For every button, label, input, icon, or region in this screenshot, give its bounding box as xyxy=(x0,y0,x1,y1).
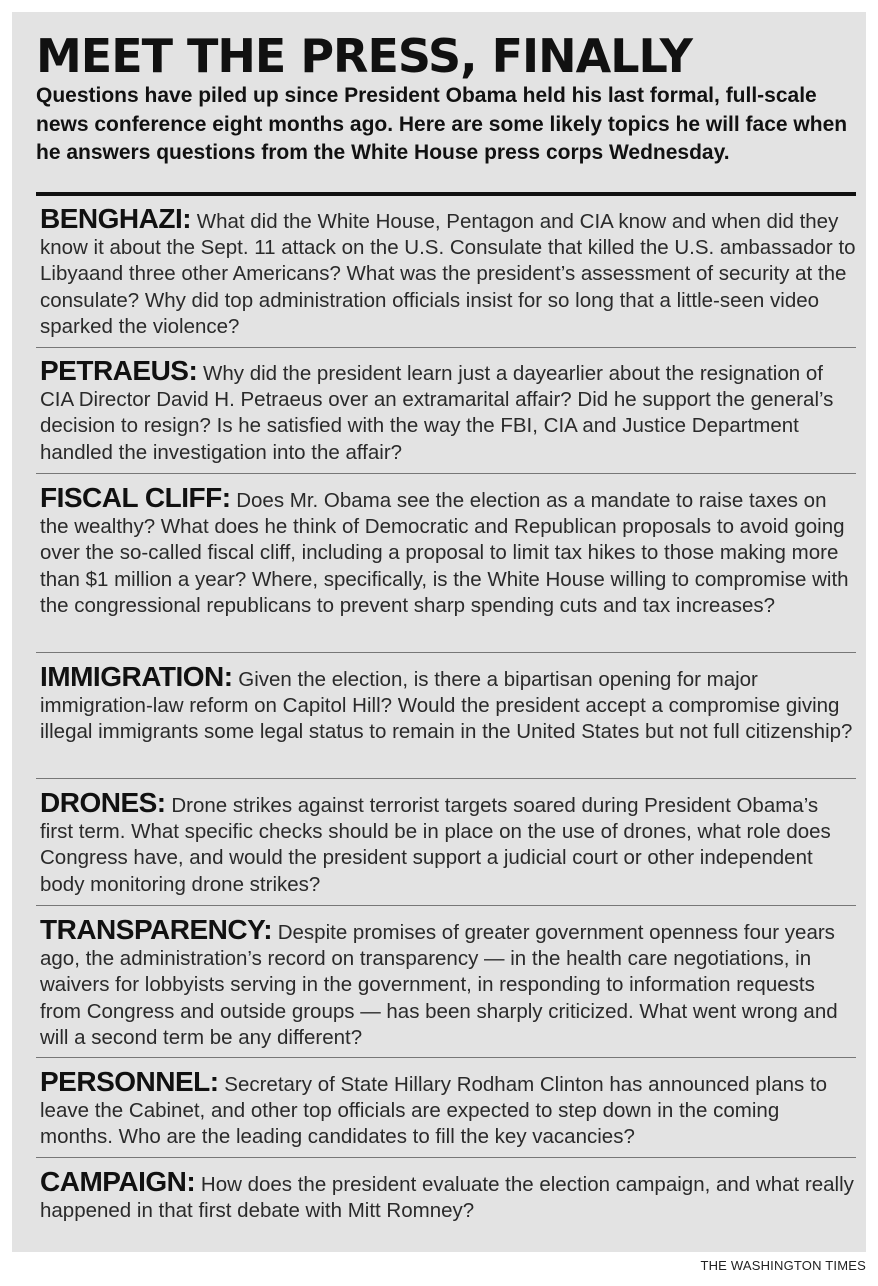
topic-text: Despite promises of greater government openness four years ago, the administration’s record on transparency — in the health care negotiations, in waivers for lobbyists serving in the government, in responding to information requests from Congress and outside groups — has been sharply criticized. What went wrong and will a second term be any different? xyxy=(40,921,838,1049)
divider xyxy=(36,652,856,653)
topic-text: Secretary of State Hillary Rodham Clinton has announced plans to leave the Cabinet, and other top officials are expected to step down in the coming months. Who are the leading candidates to fill the key vacancies? xyxy=(40,1073,828,1149)
divider xyxy=(36,1157,856,1158)
topic-immigration xyxy=(40,661,856,746)
topic-heading: BENGHAZI: xyxy=(40,203,192,234)
topic-heading: PERSONNEL: xyxy=(40,1066,219,1097)
infographic-panel xyxy=(12,12,866,1252)
divider xyxy=(36,473,856,474)
intro-text: Questions have piled up since President Obama held his last formal, full-scale news conference eight months ago. Here are some likely topics he will face when he answers questions from the White House press corps Wednesday. xyxy=(36,84,848,164)
divider xyxy=(36,347,856,348)
topic-heading: FISCAL CLIFF: xyxy=(40,482,231,513)
topic-text: Does Mr. Obama see the election as a mandate to raise taxes on the wealthy? What does he think of Democratic and Republican proposals to avoid going over the so-called fiscal cliff, including a proposal to limit tax hikes to those making more than $1 million a year? Where, specifically, is the White House willing to compromise with the congressional republicans to prevent sharp spending cuts and tax increases? xyxy=(40,489,849,617)
topic-personnel xyxy=(40,1066,856,1151)
topic-heading: TRANSPARENCY: xyxy=(40,914,273,945)
divider xyxy=(36,905,856,906)
topic-text: Drone strikes against terrorist targets soared during President Obama’s first term. What specific checks should be in place on the use of drones, what role does Congress have, and would the president support a judicial court or other independent body monitoring drone strikes? xyxy=(40,794,831,896)
topic-text: How does the president evaluate the election campaign, and what really happened in that first debate with Mitt Romney? xyxy=(40,1173,854,1223)
page-title: MEET THE PRESS, FINALLY xyxy=(36,29,692,83)
topic-benghazi xyxy=(40,203,856,340)
topic-campaign xyxy=(40,1166,856,1224)
topic-heading: CAMPAIGN: xyxy=(40,1166,196,1197)
source-credit: THE WASHINGTON TIMES xyxy=(700,1258,866,1273)
topic-heading: PETRAEUS: xyxy=(40,355,198,386)
divider xyxy=(36,1057,856,1058)
topic-heading: DRONES: xyxy=(40,787,166,818)
topic-text: Given the election, is there a bipartisan opening for major immigration-law reform on Capitol Hill? Would the president accept a compromise giving illegal immigrants some legal status to remain in the United States but not full citizenship? xyxy=(40,668,853,744)
topic-drones xyxy=(40,787,856,898)
topic-petraeus xyxy=(40,355,856,466)
topic-transparency xyxy=(40,914,856,1051)
title-divider xyxy=(36,192,856,196)
topic-heading: IMMIGRATION: xyxy=(40,661,233,692)
divider xyxy=(36,778,856,779)
topic-text: Why did the president learn just a dayearlier about the resignation of CIA Director David H. Petraeus over an extramarital affair? Did he support the general’s decision to resign? Is he satisfied with the way the FBI, CIA and Justice Department handled the investigation into the affair? xyxy=(40,362,834,464)
topic-text: What did the White House, Pentagon and CIA know and when did they know it about the Sept. 11 attack on the U.S. Consulate that killed the U.S. ambassador to Libyaand three other Americans? What was the president’s assessment of security at the consulate? Why did top administration officials insist for so long that a little-seen video sparked the violence? xyxy=(40,210,856,338)
topic-fiscal-cliff xyxy=(40,482,856,619)
